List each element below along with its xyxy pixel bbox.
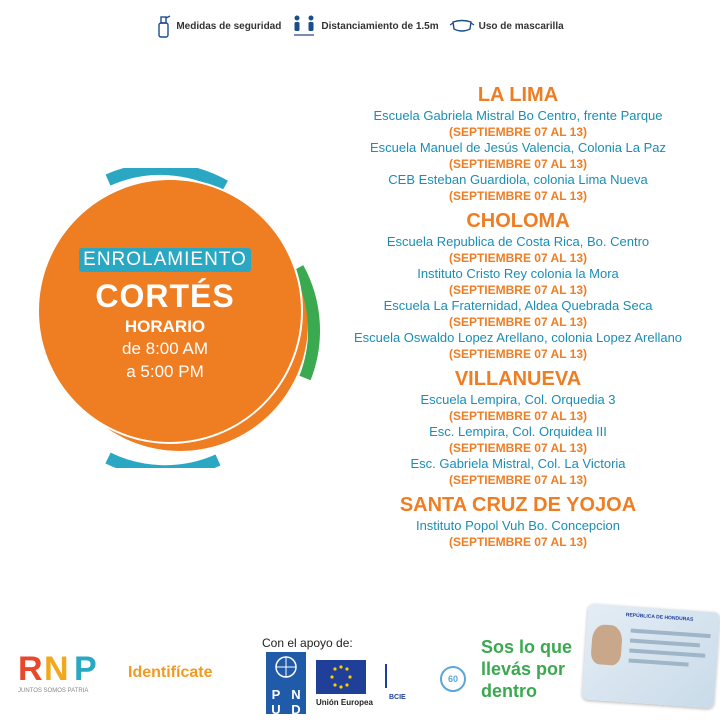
bcie-logo <box>385 664 435 701</box>
school-name: Escuela Manuel de Jesús Valencia, Colonia La Paz <box>369 140 667 155</box>
school-name: Escuela La Fraternidad, Aldea Quebrada Seca <box>383 298 653 313</box>
id-card-line <box>629 648 705 657</box>
safety-label: Medidas de seguridad <box>176 20 282 32</box>
city-heading: CHOLOMA <box>466 210 570 232</box>
slogan-line: dentro <box>481 681 537 701</box>
safety-measures-bar <box>0 14 720 38</box>
safety-item <box>156 14 281 38</box>
school-name: Instituto Cristo Rey colonia la Mora <box>417 266 619 281</box>
rnp-logo <box>16 646 116 696</box>
date-range: (SEPTIEMBRE 07 AL 13) <box>448 157 588 171</box>
slogan-line: llevás por <box>481 659 566 679</box>
rnp-letter-p: P <box>74 650 97 688</box>
rnp-letter-r: R <box>18 650 43 688</box>
id-card-image <box>582 604 720 709</box>
date-range: (SEPTIEMBRE 07 AL 13) <box>448 189 588 203</box>
pnud-letter: N <box>291 687 301 702</box>
id-card-header: REPÚBLICA DE HONDURAS <box>625 612 694 623</box>
city-heading: VILLANUEVA <box>454 368 582 390</box>
date-range: (SEPTIEMBRE 07 AL 13) <box>448 409 588 423</box>
date-range: (SEPTIEMBRE 07 AL 13) <box>448 347 588 361</box>
spray-bottle-icon <box>156 14 172 38</box>
slogan-line: Sos lo que <box>481 637 573 657</box>
region-title: CORTÉS <box>95 278 235 314</box>
people-distance-icon <box>291 14 317 38</box>
bcie-anniversary-badge: 60 <box>440 666 466 692</box>
badge-text <box>30 248 300 383</box>
locations-list <box>318 82 718 550</box>
date-range: (SEPTIEMBRE 07 AL 13) <box>448 441 588 455</box>
rnp-tagline: JUNTOS SOMOS PATRIA <box>18 688 89 694</box>
date-range: (SEPTIEMBRE 07 AL 13) <box>448 535 588 549</box>
city-heading: LA LIMA <box>477 84 559 106</box>
mask-label: Uso de mascarilla <box>478 20 564 32</box>
date-range: (SEPTIEMBRE 07 AL 13) <box>448 283 588 297</box>
pnud-letter: D <box>291 702 301 717</box>
eu-flag-icon <box>316 660 366 694</box>
pnud-letter: U <box>271 702 281 717</box>
city-heading: SANTA CRUZ DE YOJOA <box>399 494 637 516</box>
school-name: CEB Esteban Guardiola, colonia Lima Nueva <box>388 172 648 187</box>
distance-item <box>291 14 438 38</box>
schedule-label: HORARIO <box>124 317 206 336</box>
enrollment-title: ENROLAMIENTO <box>79 248 251 272</box>
footer <box>0 612 720 720</box>
pnud-letter: P <box>271 687 281 702</box>
hours-end: a 5:00 PM <box>126 362 204 381</box>
hours-start: de 8:00 AM <box>121 339 208 358</box>
school-name: Esc. Lempira, Col. Orquidea III <box>429 424 607 439</box>
un-emblem-icon <box>266 652 306 682</box>
school-name: Escuela Gabriela Mistral Bo Centro, frente Parque <box>373 108 663 123</box>
mask-icon <box>449 18 475 34</box>
date-range: (SEPTIEMBRE 07 AL 13) <box>448 125 588 139</box>
eu-label: Unión Europea <box>316 698 373 707</box>
id-card-line <box>628 658 688 666</box>
id-card-line <box>631 629 711 639</box>
distance-label: Distanciamiento de 1.5m <box>321 20 439 32</box>
school-name: Instituto Popol Vuh Bo. Concepcion <box>415 518 621 533</box>
bcie-label: BCIE <box>389 694 406 701</box>
rnp-letter-n: N <box>44 650 69 688</box>
date-range: (SEPTIEMBRE 07 AL 13) <box>448 251 588 265</box>
support-label: Con el apoyo de: <box>262 636 353 650</box>
school-name: Escuela Republica de Costa Rica, Bo. Centro <box>386 234 650 249</box>
identificate-logo: Identifícate <box>128 664 213 681</box>
slogan <box>481 636 572 702</box>
id-card-line <box>630 639 700 648</box>
school-name: Escuela Lempira, Col. Orquedia 3 <box>420 392 616 407</box>
school-name: Esc. Gabriela Mistral, Col. La Victoria <box>410 456 626 471</box>
school-name: Escuela Oswaldo Lopez Arellano, colonia Lopez Arellano <box>353 330 683 345</box>
pnud-logo <box>266 652 306 717</box>
id-card-photo <box>590 624 623 666</box>
date-range: (SEPTIEMBRE 07 AL 13) <box>448 473 588 487</box>
date-range: (SEPTIEMBRE 07 AL 13) <box>448 315 588 329</box>
mask-item <box>449 18 564 34</box>
